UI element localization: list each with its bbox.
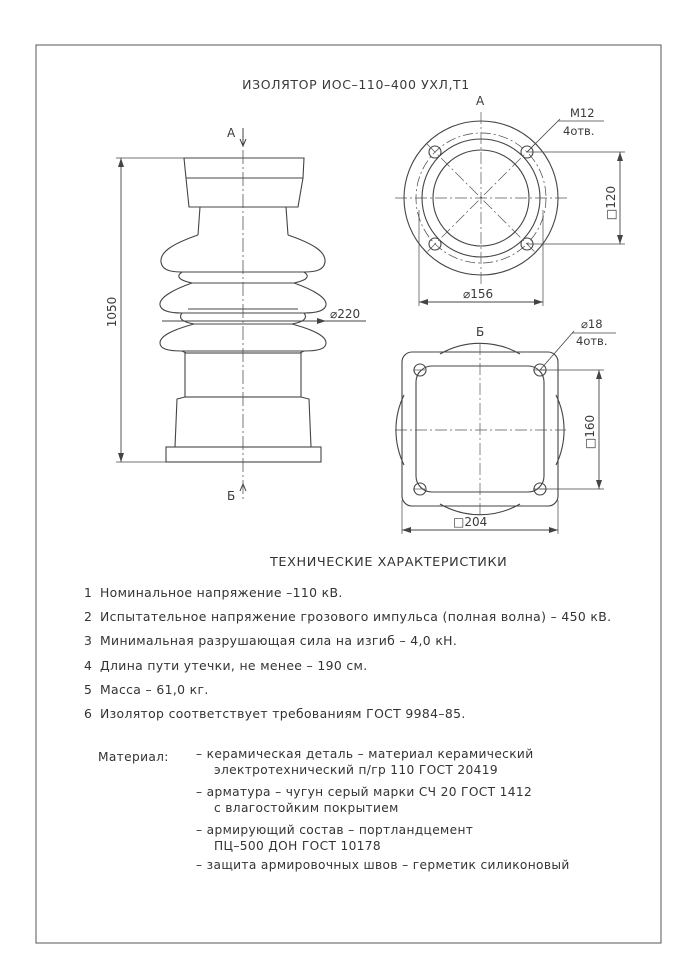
material-item [196,858,570,874]
diameter-156: ⌀156 [463,287,494,301]
material-line: – керамическая деталь – материал керамический [196,747,534,761]
material-line: – армирующий состав – портландцемент [196,823,474,837]
specs-title: ТЕХНИЧЕСКИЕ ХАРАКТЕРИСТИКИ [270,555,508,570]
specs-list [84,585,684,730]
section-b-label: Б [476,325,485,339]
material-line: электротехнический п/гр 110 ГОСТ 20419 [214,762,498,777]
top-cap [184,158,304,207]
d18-count: 4отв. [576,334,608,348]
spec-item [84,706,684,730]
view-b-centerlines [395,343,566,516]
spec-text: Минимальная разрушающая сила на изгиб – 4,0 кН. [100,633,458,649]
square-120: □120 [604,185,618,221]
square-204: □204 [453,515,488,529]
material-line: – арматура – чугун серый марки СЧ 20 ГОСТ 1412 [196,785,533,799]
drawing-title: ИЗОЛЯТОР ИОС–110–400 УХЛ,Т1 [242,77,470,92]
spec-item [84,682,684,706]
material-line: – защита армировочных швов – герметик силиконовый [196,858,570,872]
material-item [196,785,532,816]
spec-number: 2 [84,609,93,625]
spec-number: 4 [84,657,93,673]
spec-item [84,633,684,657]
materials-label: Материал: [98,750,169,764]
height-arrow-bottom [118,453,124,462]
section-a-label-side: А [227,126,236,140]
material-line: с влагостойким покрытием [214,800,399,815]
shed-diameter: ⌀220 [330,307,361,321]
square-160: □160 [583,414,597,450]
m12-count: 4отв. [563,124,595,138]
spec-item [84,609,684,633]
m12-leader [527,119,560,152]
base-plate [166,447,321,462]
spec-text: Испытательное напряжение грозового импульса (полная волна) – 450 кВ. [100,609,612,625]
spec-number: 5 [84,681,93,697]
spec-number: 6 [84,705,93,721]
spec-item [84,658,684,682]
spec-item [84,585,684,609]
material-line: ПЦ–500 ДОН ГОСТ 10178 [214,838,381,853]
spec-text: Номинальное напряжение –110 кВ. [100,585,343,600]
spec-number: 3 [84,633,93,649]
shed-dim-arrow [317,318,326,324]
m12-label: М12 [570,106,595,120]
spec-text: Масса – 61,0 кг. [100,681,209,697]
height-arrow-top [118,158,124,167]
spec-text: Изолятор соответствует требованиям ГОСТ 9984–85. [100,705,466,721]
spec-text: Длина пути утечки, не менее – 190 см. [100,657,368,673]
material-item [196,823,473,854]
spec-number: 1 [84,585,93,600]
d18-label: ⌀18 [581,317,603,331]
height-dimension: 1050 [105,296,119,328]
section-a-label: А [476,94,485,108]
section-b-label-side: Б [227,489,236,503]
material-item [196,747,533,778]
d18-leader [540,331,574,370]
